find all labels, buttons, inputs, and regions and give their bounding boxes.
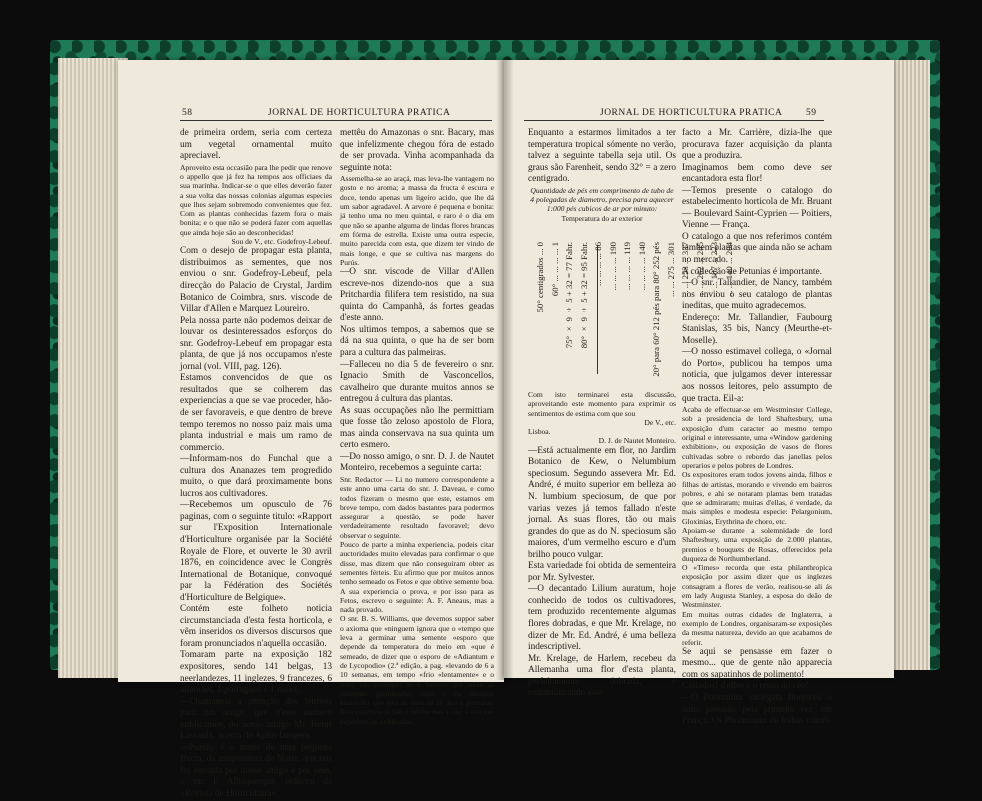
table-column: 75° × 9 ÷ 5 + 32 = 77 Fahr. <box>564 242 574 349</box>
paragraph: Quantidade de pés em comprimento de tubo de 4 polegadas de diametro, precisa para aquecer 1:000 pés cubicos de ar por minuto: <box>530 185 674 214</box>
left-page-number: 58 <box>182 108 193 118</box>
paragraph: —Informam-nos do Funchal que a cultura dos Ananazes tem progredido muito, o que dará proximamente bons lucros aos cultivadores. <box>180 454 332 499</box>
right-column-1-top <box>528 128 676 238</box>
paragraph: —O snr. Tallandier, de Nancy, também nos enviou o seu catalogo de plantas ineditas, que muito agradecemos. <box>682 278 832 312</box>
paragraph: Aproveito esta occasião para lhe pedir que renove o appello que já fez ha tempos aos officiaes da sua marinha. Indicar-se o que elles deverão fazer a sua volta das nossas colonias algumas especies que lhes sejam sobremodo convenientes que fez. Com as plantas conhecidas fazem fora o mais bonita; e o que não se poderá fazer com aquellas que ainda hoje são ao desconhecidas! <box>180 162 332 237</box>
left-page <box>118 60 504 800</box>
paragraph: Assemelha-se ao araçá, mas leva-lhe vantagem no gosto e no aroma; a massa da fructa é escura e doce, tendo apenas um ligeiro acido, que lhe dá um sabor agradavel. A arvore é pequena e bonita: já tenho uma no meu quintal, e raro é o dia em que não se apanhe alguma de lindas flores brancas em fórma de estrella. Existe uma outra especie, muito parecida com esta, que dizem ter vindo de mais longe, e que se cultiva nas margens do Purús. <box>340 174 494 267</box>
table-column: 20° para 60° 212 pés para 80° 252 pés <box>651 242 661 377</box>
paragraph: Pela nossa parte não podemos deixar de louvar os desinteressados esforços do snr. Godefroy-Lebeuf em propagar esta planta, de que já nos occupamos n'este jornal (vol. VIII, pag. 126). <box>180 315 332 372</box>
right-column-1-bottom <box>528 390 676 699</box>
paragraph: facto a Mr. Carrière, dizia-lhe que procurava fazer acquisição da planta que a produzira. <box>682 128 832 162</box>
paragraph: O snr. B. S. Williams, que devemos suppor saber o axioma que «ninguem ignora que o «tempo que leva a germinar uma semente «esporo que depende da temperatura do meio em «que é semeado, de dizer que o esporo de «Adiantum e de Lycopodio» (2.ª edição, a pag. «levando de 6 a 10 semanas, em tempo «frio «lentamente» e o resto «ao principio de 6 mezes» que serão as sementes germinadas; tudo é da maxima exactidão, que leva ao mais de 20 dias a germinar. Está experiencia não é minha mas a sua, e está nas experiencias publicadas. <box>340 614 494 726</box>
paragraph: —Do nosso amigo, o snr. D. J. de Nautet Monteiro, recebemos a seguinte carta: <box>340 451 494 474</box>
paragraph: —Falleceu no dia 5 de fevereiro o snr. Ignacio Smith de Vasconcellos, cavalheiro que durante muitos annos se entregou á cultura das plantas. <box>340 359 494 405</box>
paragraph: Se aqui se pensasse em fazer o mesmo... que de gente não apparecia com os sapatinhos de polimento! <box>682 646 832 680</box>
left-running-header: JORNAL DE HORTICULTURA PRATICA <box>268 108 451 118</box>
paragraph: —Recebemos um opusculo de 76 paginas, com o seguinte titulo: «Rapport sur l'Exposition Internationale d'Horticulture organisée par la Société Royale de Flore, et ouverte le 30 avril 1876, en coincidence avec le Congrès International de Botanique, convoqué par la Fédération des Sociétés d'Horticulture de Belgique». <box>180 500 332 603</box>
paragraph: —Está actualmente em flor, no Jardim Botanico de Kew, o Nelumbium speciosum. Segundo assevera Mr. Ed. André, é muito superior em belleza ao N. lumbium speciosum, de que por varias vezes já temos fallado n'este jornal. As suas flores, tão ou mais grandes do que as do N. speciosum são maiores, d'um vermelho escuro e d'um brilho pouco vulgar. <box>528 445 676 560</box>
book-gutter-shadow <box>496 60 514 680</box>
table-column: ... ... 253 ... 337 <box>680 242 690 297</box>
right-header-rule <box>524 120 824 121</box>
paragraph: Temperatura do ar exterior <box>561 213 643 223</box>
paragraph: Lisboa. <box>528 427 551 437</box>
paragraph: Apoiam-se durante a solemnidade de lord Shaftesbury, uma exposição de 2.000 plantas, premios e bouquets de Rosas, offerecidos pela duqueza de Northumberland. <box>682 525 832 563</box>
table-column: 60° ... ... ... ... 1 <box>549 242 560 297</box>
table-column: ... ... 187 ... 223 <box>709 242 719 297</box>
paragraph: Com o desejo de propagar esta planta, distribuimos as sementes, que nos enviou o snr. Godefroy-Lebeuf, pela direcção do Palacio de Crystal, Jardim Botanico de Coimbra, snrs. viscode de Villar d'Allen e Marquez Loureiro. <box>180 246 332 315</box>
table-column: ... ... ... ... 190 <box>607 242 618 291</box>
left-column-1 <box>180 128 332 800</box>
paragraph: Endereço: Mr. Tallandier, Faubourg Stanislas, 35 bis, Nancy (Meurthe-et-Moselle). <box>682 312 832 346</box>
paragraph: Contém este folheto noticia circumstanciada d'esta festa horticola, e vêm inseridos os diversos discursos que foram pronunciados n'aquella occasião. <box>180 604 332 649</box>
paragraph: De V., etc. <box>644 417 676 427</box>
paragraph: —O decantado Lilium auratum, hoje conhecido de todos os cultivadores, tem produzido recentemente algumas flores dobradas, e que Mr. Krelage, no dizer de Mr. Ed. André, é uma belleza indescriptivel. <box>528 584 676 653</box>
right-page <box>504 60 894 727</box>
paragraph: —Chamamos a attenção dos leitores para um artigo, que n'este numero publicamos, do nosso amigo Mr. Henri Lassaulx, ácerca do Aphis lanigera. <box>180 696 332 742</box>
table-column: ... ... 275 ... 301 <box>665 242 676 297</box>
paragraph: Coitados! d'elles é o reino do céo! <box>682 681 809 692</box>
paragraph: Acaba de effectuar-se em Westminster College, sob a presidencia de lord Shaftesbury, uma exposição d'um caracter ao mesmo tempo original e interessante, uma «Window gardening exhibition», ou exposição de vasos de flores cultivadas sobre o rebordo das janellas pelos operarios e pelos pobres de Londres. <box>682 405 832 470</box>
paragraph: O catalogo a que nos referimos contém tambem plantas que ainda não se acham no mercado. <box>682 231 832 266</box>
table-column: 50° centigrados ... 0 <box>535 242 545 313</box>
paragraph: —Temos presente o catalogo do estabelecimento horticola de Mr. Bruant — Boulevard Saint-Cyprien — Poitiers, Vienne — França. <box>682 185 832 231</box>
table-column: 80° × 9 ÷ 5 + 32 = 95 Fahr. <box>578 242 589 349</box>
table-column: ... ... ... ... 119 <box>622 242 632 291</box>
paragraph: —O Phormium variegata floresceu o anno passado, pela primeira vez, em França. Os Phormiums de folhas colori- <box>682 693 832 727</box>
paragraph: Mr. Krelage, de Harlem, recebeu da Allemanha uma flor d'esta planta, perfeitamente dobrada, e communicando este <box>528 653 676 699</box>
paragraph: Nos ultimos tempos, a sabemos que se dá na sua quinta, o que ha de ser bom para a cultura das palmeiras. <box>340 324 494 358</box>
left-header-rule <box>180 120 492 121</box>
table-column: ... ... 140 ... 204 <box>723 242 734 297</box>
paragraph: Em muitas outras cidades de Inglaterra, a exemplo de Londres, organisaram-se exposições da mesma natureza, devido ao que acabamos de referir. <box>682 609 832 647</box>
paragraph: Estamos convencidos de que os resultados que se colherem das experiencias a que se vae proceder, hão-de ser favoraveis, e que dentro de breve tempo teremos no nosso paiz mais uma planta industrial e mais um ramo de commercio. <box>180 373 332 453</box>
paragraph: de primeira ordem, seria com certeza um vegetal ornamental muito apreciavel. <box>180 128 332 162</box>
paragraph: Esta variedade foi obtida de sementeira por Mr. Sylvester. <box>528 561 676 583</box>
left-column-2 <box>340 128 494 726</box>
paragraph: A collecção de Petunias é importante. <box>682 266 822 277</box>
right-column-2 <box>682 128 832 727</box>
paragraph: Enquanto a estarmos limitados a ter temperatura tropical sómente no verão, talvez a seguinte tabella seja util. Os graus são Farenheit, sendo 32° = a zero centigrado. <box>528 128 676 185</box>
paragraph: O «Times» recorda que esta philanthropica exposição por assim dizer que os inglezes consagram a flores de verão, realisou-se ali ás em lady Augusta Stanley, a esposa do deão de Westminster. <box>682 563 832 610</box>
right-running-header: JORNAL DE HORTICULTURA PRATICA <box>600 108 783 118</box>
paragraph: Imaginamos bem como deve ser encantadora esta flor! <box>682 162 832 185</box>
table-column: ... ... ... ... 140 <box>636 242 647 291</box>
paragraph: —O snr. viscode de Villar d'Allen escreve-nos dizendo-nos que a sua Pritchardia filifera tem resistido, na sua quinta do Campanhã, ás fortes geadas d'este anno. <box>340 267 494 324</box>
right-page-number: 59 <box>806 108 817 118</box>
paragraph: Snr. Redactor — Li no numero correspondente a este anno uma carta do snr. J. Daveau, e como todos fizeram o mesmo que este, estamos em breve tempo, com dados bastantes para podermos assegurar a questão, se pode haver verdadeiramente resultado favoravel; devo observar o seguinte. <box>340 475 494 540</box>
paragraph: Tomaram parte na exposição 182 expositores, sendo 141 belgas, 13 neerlandezes, 11 inglezes, 9 francezes, 6 allemães, 1 portuguez e 1 russo. <box>180 650 332 696</box>
paragraph: mettêu do Amazonas o snr. Bacary, mas que infelizmente chegou fóra de estado de ser provada. Vinha acompanhada da seguinte nota: <box>340 128 494 173</box>
table-column: ... ... 262 ... 285 <box>694 242 705 297</box>
paragraph: Pouco de parte a minha experiencia, podeis citar auctoridades muito elevadas para confirmar o que disse, mas dizem que não conseguiram obter as sementes férteis. Eu afirmo que por muitos annos tenho semeado os Fetos e que obtive semente boa. A sua experiencia o prova, e por isso para as Fetos, escrevo o seguinte: A. F. Aneaus, mas a nada provado. <box>340 540 494 615</box>
paragraph: Os expositores eram todos jovens ainda, filhos e filhas de artistas, morando e vivendo em bairros pobres, e ahi se notaram plantas bem tratadas que se admiraram; muitas d'ellas, é verdade, da mais simples e modesta especie: Pelargonium, Gloxinias, Erythrina de choro, etc. <box>682 470 832 526</box>
paragraph: Com isto terminarei esta discussão, aproveitando este momento para exprimir os sentimentos de estima com que sou <box>528 390 676 418</box>
paragraph: —O nosso estimavel collega, o «Jornal do Porto», publicou ha tempos uma noticia, que julgamos dever interessar aos nossos leitores, pelo assumpto de que tracta. Eil-a: <box>682 347 832 404</box>
paragraph: D. J. de Nautet Monteiro. <box>598 436 676 446</box>
paragraph: Sou de V., etc. Godefroy-Lebeuf. <box>231 237 332 247</box>
paragraph: As suas occupações não lhe permittiam que fosse tão zeloso apostolo de Flora, mas ainda conservava na sua quinta um certo esmero. <box>340 405 494 451</box>
paragraph: —Purshy é o nome de uma pequena fructa, da temperatura do Norte, que nos foi enviada por nosso amigo e por seus, o snr. F. Albuquerque, redactor da «Revista de Horticultura»; <box>180 742 332 800</box>
table-column: ... ... ... ... 86 <box>593 242 603 286</box>
